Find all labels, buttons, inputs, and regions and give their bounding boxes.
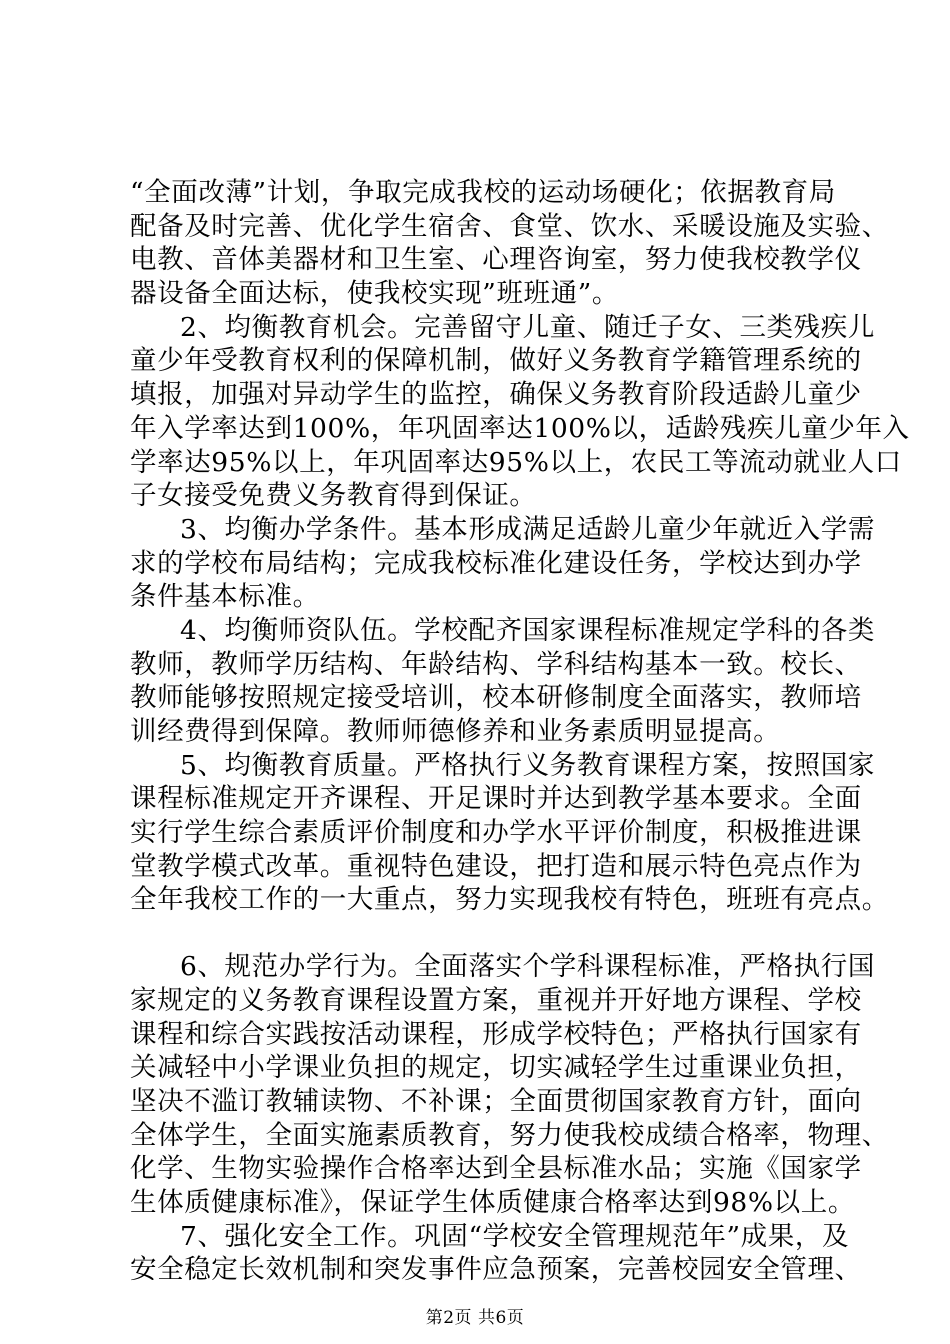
text-line: 训经费得到保障。教师师德修养和业务素质明显提高。 (130, 716, 781, 747)
text-line: 条件基本标准。 (130, 581, 320, 613)
text-line: 全体学生，全面实施素质教育，努力使我校成绩合格率，物理、 (130, 1119, 889, 1151)
paragraph-start-line: 6、规范办学行为。全面落实个学科课程标准，严格执行国 (180, 951, 875, 983)
text-line: 子女接受免费义务教育得到保证。 (130, 480, 537, 512)
paragraph-start-line: 2、均衡教育机会。完善留守儿童、随迁子女、三类残疾儿 (180, 311, 875, 343)
text-line: 化学、生物实验操作合格率达到全县标准水品；实施《国家学 (130, 1153, 862, 1185)
paragraph-start-line: 7、强化安全工作。巩固“学校安全管理规范年”成果，及 (180, 1220, 850, 1252)
paragraph-start-line: 4、均衡师资队伍。学校配齐国家课程标准规定学科的各类 (180, 614, 875, 646)
text-line: 器设备全面达标，使我校实现”班班通”。 (130, 278, 619, 310)
text-line: 课程标准规定开齐课程、开足课时并达到教学基本要求。全面 (130, 783, 862, 815)
paragraph-start-line: 3、均衡办学条件。基本形成满足适龄儿童少年就近入学需 (180, 513, 875, 545)
text-line: 填报，加强对异动学生的监控，确保义务教育阶段适龄儿童少 (130, 379, 862, 411)
text-line: 生体质健康标准》，保证学生体质健康合格率达到98%以上。 (130, 1186, 855, 1218)
text-line: 安全稳定长效机制和突发事件应急预案，完善校园安全管理、 (130, 1254, 862, 1286)
document-body (130, 176, 910, 1287)
text-line: 配备及时完善、优化学生宿舍、食堂、饮水、采暖设施及实验、 (130, 210, 889, 242)
text-line: 全年我校工作的一大重点，努力实现我校有特色，班班有亮点。 (130, 884, 889, 916)
text-line: “全面改薄”计划，争取完成我校的运动场硬化；依据教育局 (130, 177, 836, 208)
text-line: 关减轻中小学课业负担的规定，切实减轻学生过重课业负担， (130, 1052, 862, 1084)
page-footer: 第2页 共6页 (425, 1308, 525, 1328)
paragraph-gap (130, 917, 842, 950)
text-line: 实行学生综合素质评价制度和办学水平评价制度，积极推进课 (130, 817, 862, 849)
text-line: 教师，教师学历结构、年龄结构、学科结构基本一致。校长、 (130, 648, 862, 680)
text-line: 教师能够按照规定接受培训，校本研修制度全面落实，教师培 (130, 682, 862, 714)
text-line: 课程和综合实践按活动课程，形成学校特色；严格执行国家有 (130, 1018, 862, 1050)
text-line: 电教、音体美器材和卫生室、心理咨询室，努力使我校教学仪 (130, 244, 862, 276)
text-line: 年入学率达到100%，年巩固率达100%以，适龄残疾儿童少年入 (130, 412, 910, 444)
text-line: 坚决不滥订教辅读物、不补课；全面贯彻国家教育方针，面向 (130, 1085, 862, 1117)
text-line: 学率达95%以上，年巩固率达95%以上，农民工等流动就业人口 (130, 446, 902, 478)
text-line: 堂教学模式改革。重视特色建设，把打造和展示特色亮点作为 (130, 850, 862, 882)
text-line: 童少年受教育权利的保障机制，做好义务教育学籍管理系统的 (130, 345, 862, 377)
text-line: 家规定的义务教育课程设置方案，重视并开好地方课程、学校 (130, 984, 862, 1016)
paragraph-start-line: 5、均衡教育质量。严格执行义务教育课程方案，按照国家 (180, 749, 875, 781)
text-line: 求的学校布局结构；完成我校标准化建设任务，学校达到办学 (130, 547, 862, 579)
